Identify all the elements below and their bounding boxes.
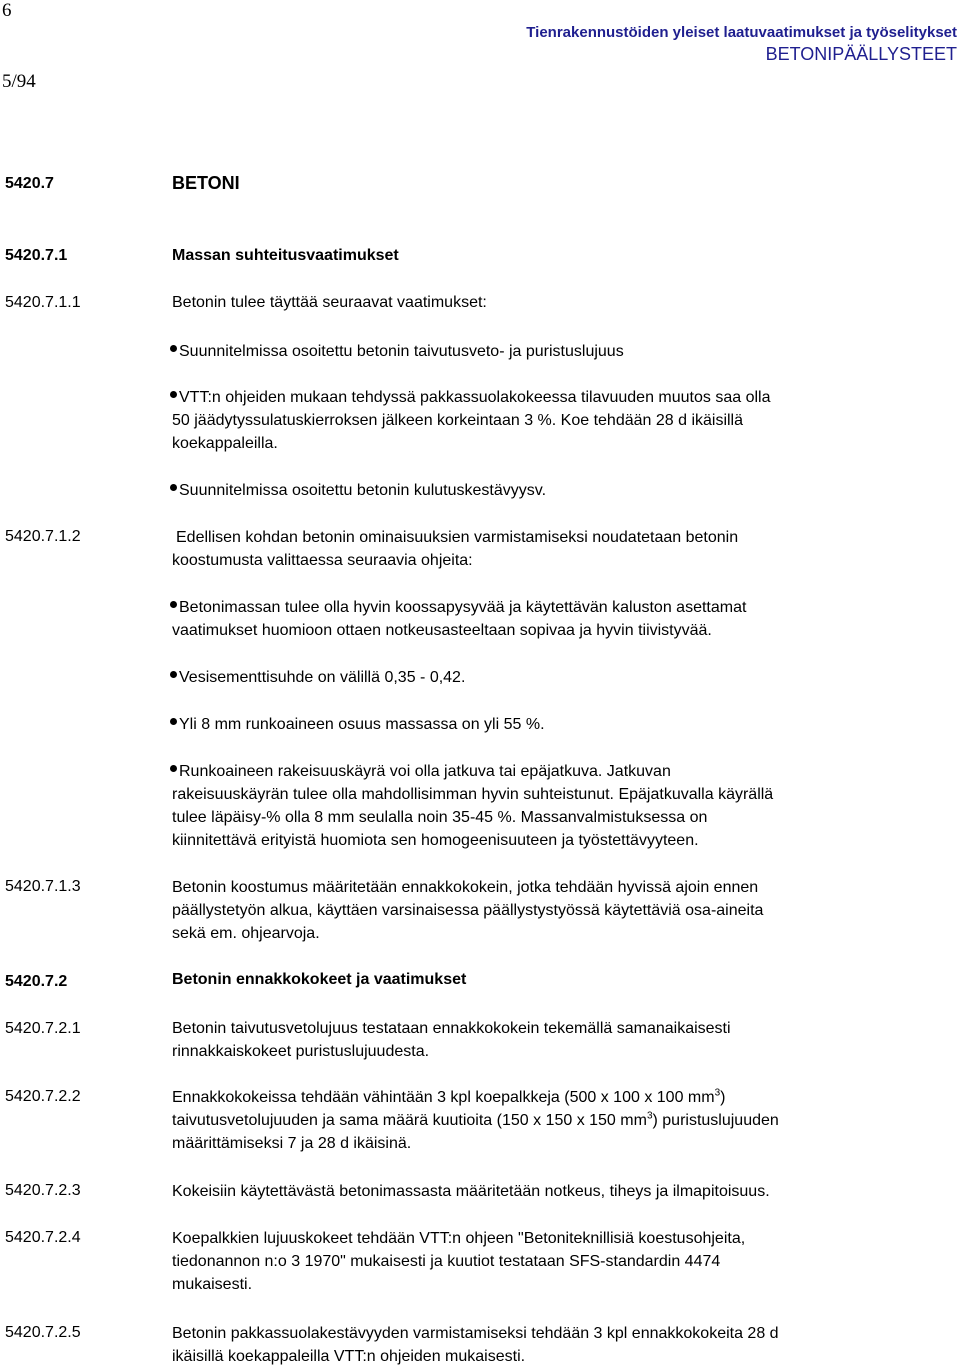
paragraph-text: Kokeisiin käytettävästä betonimassasta määritetään notkeus, tiheys ja ilmapitoisuus. bbox=[172, 1183, 770, 1200]
bullet-text-line: vaatimukset huomioon ottaen notkeusasteeltaan sopivaa ja hyvin tiivistyvää. bbox=[172, 622, 712, 639]
section-number: 5420.7.2.1 bbox=[5, 1020, 81, 1037]
paragraph-text: Betonin taivutusvetolujuus testataan ennakkokokein tekemällä samanaikaisesti bbox=[172, 1020, 731, 1037]
paragraph-text: ikäisillä koekappaleilla VTT:n ohjeiden mukaisesti. bbox=[172, 1348, 526, 1365]
page-number: 6 bbox=[2, 0, 12, 21]
section-number: 5420.7.2.4 bbox=[5, 1229, 81, 1246]
bullet-text: VTT:n ohjeiden mukaan tehdyssä pakkassuolakokeessa tilavuuden muutos saa olla bbox=[179, 389, 771, 406]
bullet-text-line: kiinnitettävä erityistä huomiota sen homogeenisuuteen ja työstettävyyteen. bbox=[172, 832, 699, 849]
bullet-text: Runkoaineen rakeisuuskäyrä voi olla jatkuva tai epäjatkuva. Jatkuvan bbox=[179, 763, 671, 780]
bullet-icon bbox=[170, 671, 177, 678]
paragraph-text: määrittämiseksi 7 ja 28 d ikäisinä. bbox=[172, 1135, 412, 1152]
paragraph-text: Koepalkkien lujuuskokeet tehdään VTT:n ohjeen "Betoniteknillisiä koestusohjeita, bbox=[172, 1230, 746, 1247]
section-number: 5420.7.2.3 bbox=[5, 1182, 81, 1199]
bullet-icon bbox=[170, 484, 177, 491]
section-title: Massan suhteitusvaatimukset bbox=[172, 247, 399, 264]
bullet-text: Suunnitelmissa osoitettu betonin kulutuskestävyysv. bbox=[179, 482, 547, 499]
section-number: 5420.7.2.5 bbox=[5, 1324, 81, 1341]
superscript: 3 bbox=[714, 1087, 721, 1099]
section-title: BETONI bbox=[172, 173, 240, 193]
paragraph-text: koostumusta valittaessa seuraavia ohjeita: bbox=[172, 552, 473, 569]
paragraph-text: sekä em. ohjearvoja. bbox=[172, 925, 320, 942]
bullet-icon bbox=[170, 345, 177, 352]
bullet-item bbox=[170, 596, 746, 619]
bullet-text-line: rakeisuuskäyrän tulee olla mahdollisimman hyvin suhteistunut. Epäjatkuvalla käyrällä bbox=[172, 786, 774, 803]
bullet-icon bbox=[170, 718, 177, 725]
edition-number: 5/94 bbox=[2, 71, 36, 92]
bullet-text-line: tulee läpäisy-% olla 8 mm seulalla noin 35-45 %. Massanvalmistuksessa on bbox=[172, 809, 708, 826]
text-run: Ennakkokokeissa tehdään vähintään 3 kpl koepalkkeja (500 x 100 x 100 mm bbox=[172, 1089, 715, 1106]
bullet-text-line: 50 jäädytyssulatuskierroksen jälkeen korkeintaan 3 %. Koe tehdään 28 d ikäisillä bbox=[172, 412, 744, 429]
section-number: 5420.7.1.3 bbox=[5, 878, 81, 895]
paragraph-text: mukaisesti. bbox=[172, 1276, 253, 1293]
section-number: 5420.7.2 bbox=[5, 973, 68, 990]
text-run: taivutusvetolujuuden ja sama määrä kuutioita (150 x 150 x 150 mm bbox=[172, 1112, 647, 1129]
bullet-icon bbox=[170, 601, 177, 608]
paragraph-text: Edellisen kohdan betonin ominaisuuksien varmistamiseksi noudatetaan betonin bbox=[176, 529, 739, 546]
section-number: 5420.7 bbox=[5, 175, 54, 192]
bullet-item bbox=[170, 713, 545, 736]
bullet-item bbox=[170, 760, 671, 783]
bullet-item bbox=[170, 340, 624, 363]
paragraph-text: tiedonannon n:o 3 1970" mukaisesti ja kuutiot testataan SFS-standardin 4474 bbox=[172, 1253, 721, 1270]
text-run: ) bbox=[720, 1089, 726, 1106]
section-number: 5420.7.1.1 bbox=[5, 294, 81, 311]
bullet-text: Vesisementtisuhde on välillä 0,35 - 0,42. bbox=[179, 669, 466, 686]
paragraph-text: Betonin tulee täyttää seuraavat vaatimukset: bbox=[172, 294, 487, 311]
document-title: Tienrakennustöiden yleiset laatuvaatimukset ja työselitykset bbox=[526, 24, 957, 41]
bullet-icon bbox=[170, 391, 177, 398]
bullet-icon bbox=[170, 765, 177, 772]
bullet-text: Suunnitelmissa osoitettu betonin taivutusveto- ja puristuslujuus bbox=[179, 343, 624, 360]
bullet-item bbox=[170, 666, 465, 689]
section-number: 5420.7.1 bbox=[5, 247, 68, 264]
paragraph-text: rinnakkaiskokeet puristuslujuudesta. bbox=[172, 1043, 430, 1060]
paragraph-text: Betonin koostumus määritetään ennakkokokein, jotka tehdään hyvissä ajoin ennen bbox=[172, 879, 759, 896]
paragraph-text: Betonin pakkassuolakestävyyden varmistamiseksi tehdään 3 kpl ennakkokokeita 28 d bbox=[172, 1325, 779, 1342]
text-run: ) puristuslujuuden bbox=[652, 1112, 779, 1129]
bullet-item bbox=[170, 479, 546, 502]
section-number: 5420.7.2.2 bbox=[5, 1088, 81, 1105]
paragraph-text bbox=[172, 1109, 779, 1132]
section-title: Betonin ennakkokokeet ja vaatimukset bbox=[172, 971, 467, 988]
bullet-item bbox=[170, 386, 770, 409]
bullet-text-line: koekappaleilla. bbox=[172, 435, 278, 452]
paragraph-text: päällystetyön alkua, käyttäen varsinaisessa päällystystyössä käytettäviä osa-aineita bbox=[172, 902, 764, 919]
bullet-text: Betonimassan tulee olla hyvin koossapysyvää ja käytettävän kaluston asettamat bbox=[179, 599, 747, 616]
bullet-text: Yli 8 mm runkoaineen osuus massassa on yli 55 %. bbox=[179, 716, 545, 733]
section-number: 5420.7.1.2 bbox=[5, 528, 81, 545]
superscript: 3 bbox=[646, 1110, 653, 1122]
document-subtitle: BETONIPÄÄLLYSTEET bbox=[765, 44, 957, 64]
paragraph-text bbox=[172, 1086, 725, 1109]
